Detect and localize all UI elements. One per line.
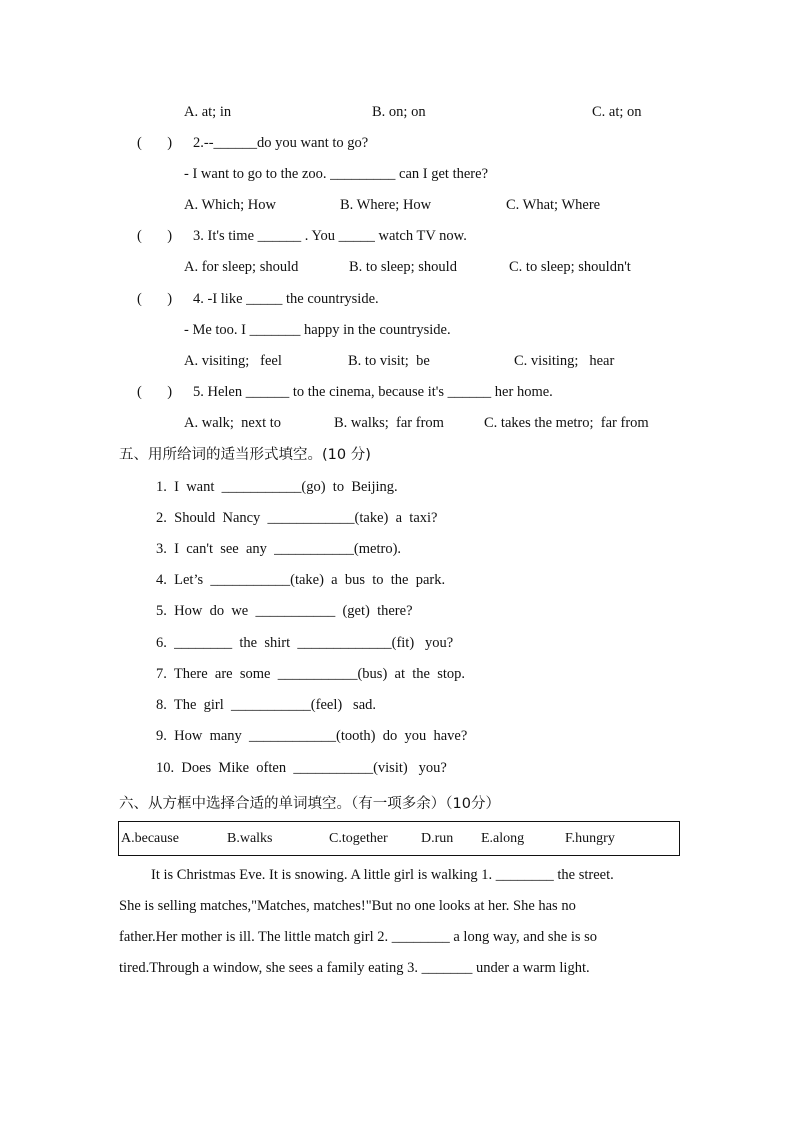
section-title: 五、用所给词的适当形式填空。(10 分)	[119, 447, 371, 463]
option-c: C. What; Where	[506, 197, 601, 213]
passage-line: father.Her mother is ill. The little match girl 2. ________ a long way, and she is so	[119, 929, 598, 945]
option-a: A. for sleep; should	[184, 259, 299, 275]
answer-blank: ( )	[137, 228, 173, 244]
fill-item: 4. Let’s ___________(take) a bus to the park.	[156, 572, 446, 588]
fill-item: 6. ________ the shirt _____________(fit) you?	[156, 635, 454, 651]
answer-blank: ( )	[137, 384, 173, 400]
fill-item: 9. How many ____________(tooth) do you have?	[156, 728, 468, 744]
passage-line: tired.Through a window, she sees a family eating 3. _______ under a warm light.	[119, 960, 590, 976]
question-text: 4. -I like _____ the countryside.	[193, 291, 379, 307]
word-box	[118, 821, 680, 856]
word-option: C.together	[329, 831, 388, 846]
fill-item: 7. There are some ___________(bus) at the stop.	[156, 666, 466, 682]
option-c: C. to sleep; shouldn't	[509, 259, 631, 275]
option-b: B. to visit; be	[348, 353, 430, 369]
answer-blank: ( )	[137, 135, 173, 151]
option-a: A. visiting; feel	[184, 353, 282, 369]
question-text: 2.--______do you want to go?	[193, 135, 369, 151]
option-a: A. walk; next to	[184, 415, 282, 431]
word-option: B.walks	[227, 831, 273, 846]
question-text: - I want to go to the zoo. _________ can I get there?	[184, 166, 489, 182]
option-b: B. on; on	[372, 104, 426, 120]
option-c: C. at; on	[592, 104, 642, 120]
option-b: B. Where; How	[340, 197, 432, 213]
section-title: 六、从方框中选择合适的单词填空。（有一项多余）（10分）	[119, 796, 500, 812]
word-option: E.along	[481, 831, 525, 846]
passage-line: It is Christmas Eve. It is snowing. A little girl is walking 1. ________ the street.	[151, 867, 614, 883]
word-option: F.hungry	[565, 831, 615, 846]
option-c: C. takes the metro; far from	[484, 415, 649, 431]
fill-item: 2. Should Nancy ____________(take) a taxi?	[156, 510, 438, 526]
option-c: C. visiting; hear	[514, 353, 615, 369]
fill-item: 10. Does Mike often ___________(visit) you?	[156, 760, 447, 776]
word-option: D.run	[421, 831, 454, 846]
option-b: B. walks; far from	[334, 415, 444, 431]
fill-item: 8. The girl ___________(feel) sad.	[156, 697, 377, 713]
question-text: 5. Helen ______ to the cinema, because it's ______ her home.	[193, 384, 553, 400]
question-text: 3. It's time ______ . You _____ watch TV now.	[193, 228, 467, 244]
passage-line: She is selling matches,"Matches, matches!"But no one looks at her. She has no	[119, 898, 576, 914]
question-text: - Me too. I _______ happy in the countryside.	[184, 322, 451, 338]
option-a: A. Which; How	[184, 197, 276, 213]
option-a: A. at; in	[184, 104, 232, 120]
word-option: A.because	[121, 831, 179, 846]
option-b: B. to sleep; should	[349, 259, 457, 275]
fill-item: 5. How do we ___________ (get) there?	[156, 603, 413, 619]
fill-item: 1. I want ___________(go) to Beijing.	[156, 479, 398, 495]
fill-item: 3. I can't see any ___________(metro).	[156, 541, 402, 557]
answer-blank: ( )	[137, 291, 173, 307]
